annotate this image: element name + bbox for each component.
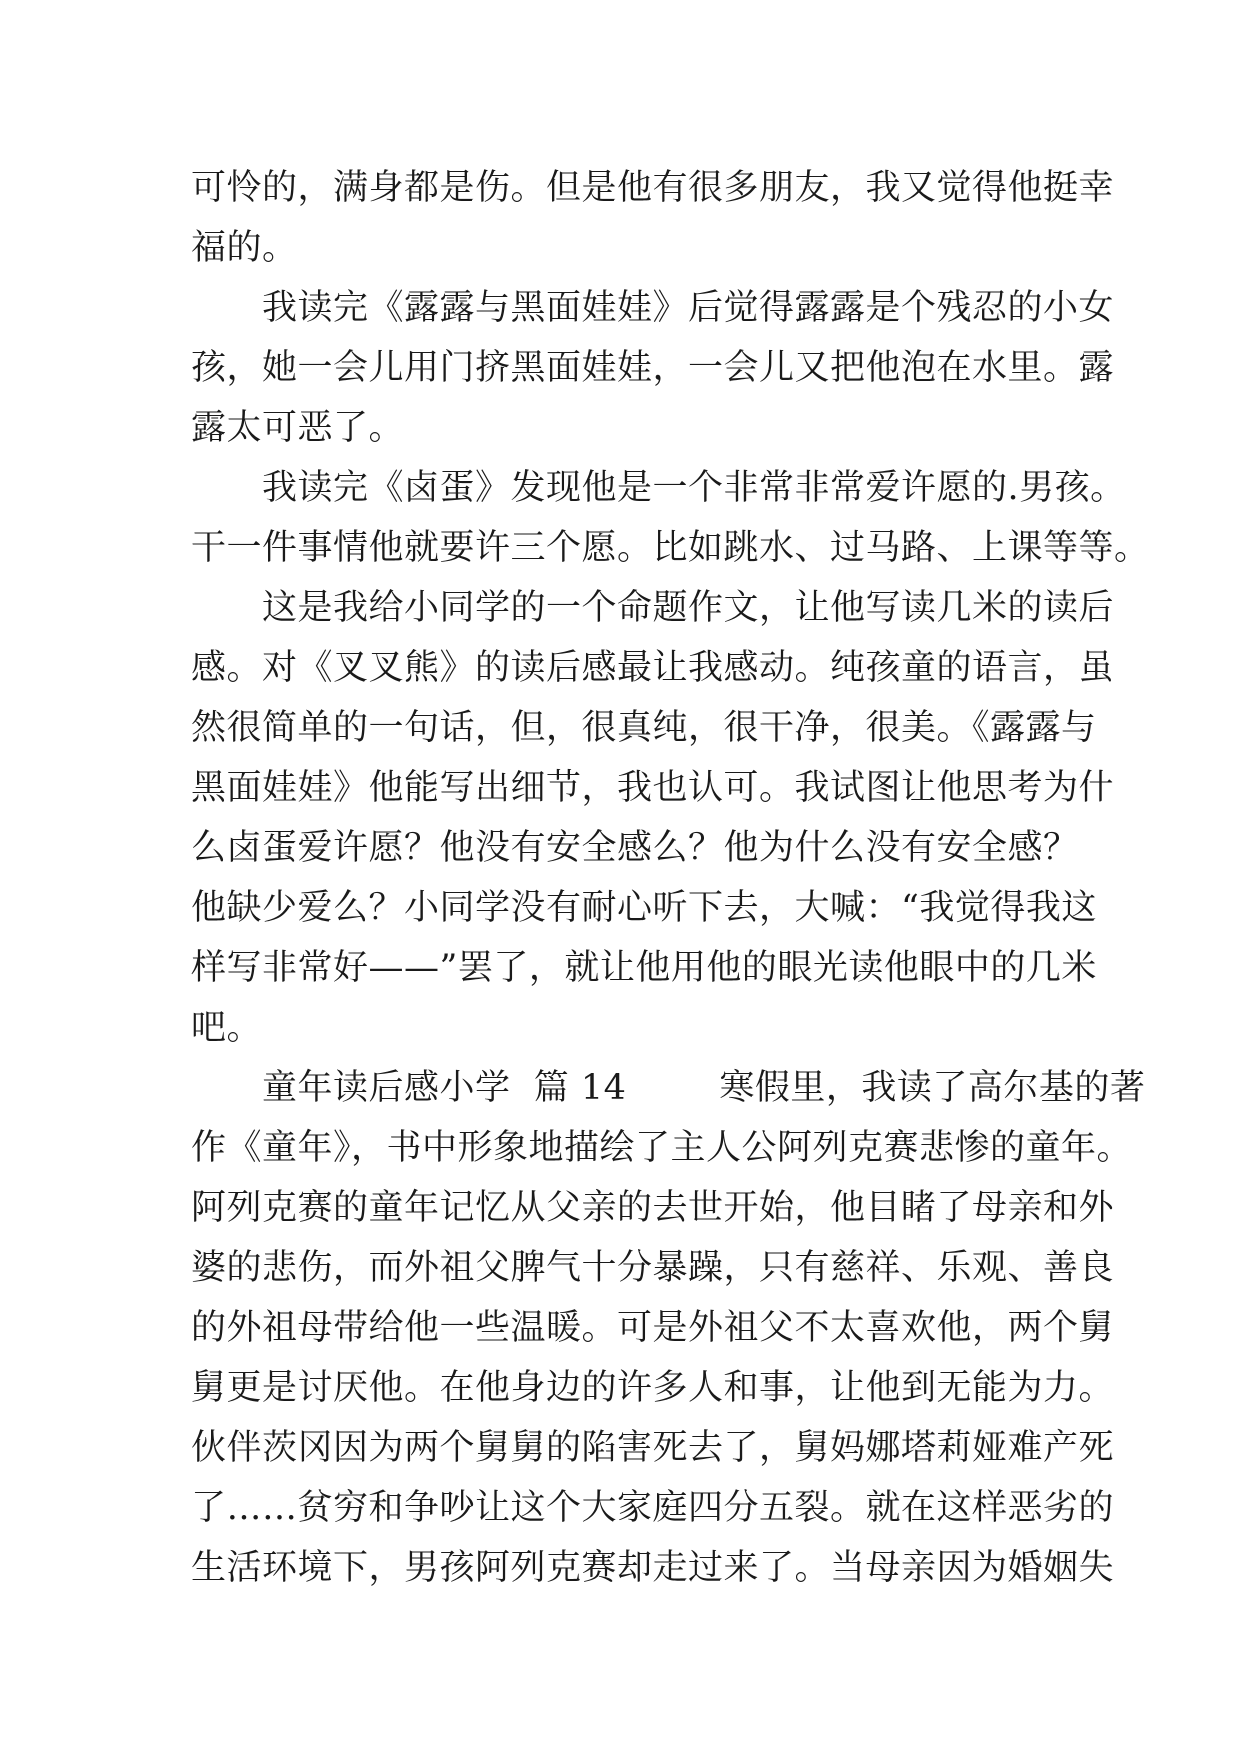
text-line: 伙伴茨冈因为两个舅舅的陷害死去了，舅妈娜塔莉娅难产死 — [191, 1428, 1115, 1468]
text-line: 我读完《露露与黑面娃娃》后觉得露露是个残忍的小女 — [191, 288, 1115, 328]
text-line: 么卤蛋爱许愿？他没有安全感么？他为什么没有安全感？ — [191, 828, 1079, 868]
text-line: 吧。 — [191, 1008, 263, 1048]
text-line: 干一件事情他就要许三个愿。比如跳水、过马路、上课等等。 — [191, 528, 1150, 568]
text-line: 童年读后感小学 篇 14 寒假里，我读了高尔基的著 — [191, 1068, 1146, 1108]
text-line: 样写非常好——”罢了，就让他用他的眼光读他眼中的几米 — [191, 948, 1097, 988]
text-line: 然很简单的一句话，但，很真纯，很干净，很美。《露露与 — [191, 708, 1097, 748]
text-line: 黑面娃娃》他能写出细节，我也认可。我试图让他思考为什 — [191, 768, 1115, 808]
text-line: 作《童年》，书中形象地描绘了主人公阿列克赛悲惨的童年。 — [191, 1128, 1133, 1168]
text-line: 福的。 — [191, 228, 298, 268]
text-line: 我读完《卤蛋》发现他是一个非常非常爱许愿的.男孩。 — [191, 468, 1126, 508]
text-line: 阿列克赛的童年记忆从父亲的去世开始，他目睹了母亲和外 — [191, 1188, 1115, 1228]
text-line: 感。对《叉叉熊》的读后感最让我感动。纯孩童的语言，虽 — [191, 648, 1115, 688]
text-line: 可怜的，满身都是伤。但是他有很多朋友，我又觉得他挺幸 — [191, 168, 1115, 208]
text-line: 了……贫穷和争吵让这个大家庭四分五裂。就在这样恶劣的 — [191, 1488, 1115, 1528]
text-line: 舅更是讨厌他。在他身边的许多人和事，让他到无能为力。 — [191, 1368, 1115, 1408]
text-line: 露太可恶了。 — [191, 408, 405, 448]
text-line: 的外祖母带给他一些温暖。可是外祖父不太喜欢他，两个舅 — [191, 1308, 1115, 1348]
text-line: 他缺少爱么？小同学没有耐心听下去，大喊：“我觉得我这 — [191, 888, 1097, 928]
text-line: 婆的悲伤，而外祖父脾气十分暴躁，只有慈祥、乐观、善良 — [191, 1248, 1115, 1288]
text-line: 孩，她一会儿用门挤黑面娃娃，一会儿又把他泡在水里。露 — [191, 348, 1115, 388]
text-line: 生活环境下，男孩阿列克赛却走过来了。当母亲因为婚姻失 — [191, 1548, 1115, 1588]
body-text — [191, 158, 1150, 1598]
text-line: 这是我给小同学的一个命题作文，让他写读几米的读后 — [191, 588, 1115, 628]
